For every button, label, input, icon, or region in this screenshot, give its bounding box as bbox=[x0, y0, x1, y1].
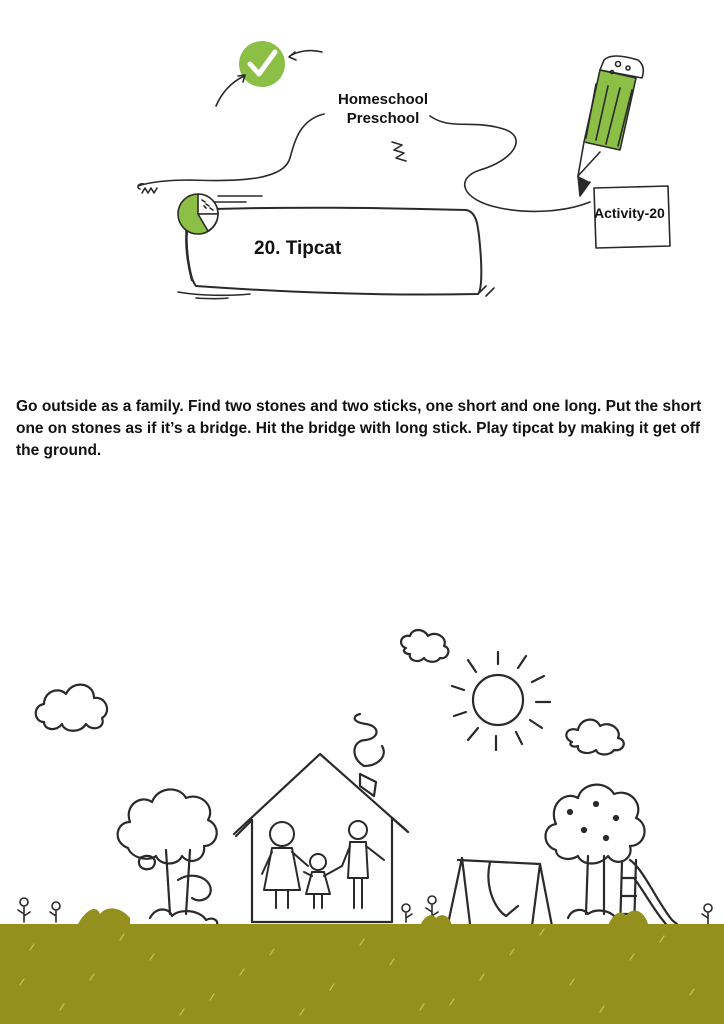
bushes bbox=[78, 908, 648, 926]
activity-label: Activity-20 bbox=[594, 205, 665, 221]
brand-line-1: Homeschool bbox=[337, 91, 428, 108]
cloud-right bbox=[566, 720, 623, 755]
swing-icon bbox=[448, 858, 552, 926]
checkmark-icon bbox=[239, 41, 285, 87]
family-icon bbox=[262, 821, 384, 908]
tree-right bbox=[546, 785, 645, 918]
activity-instructions: Go outside as a family. Find two stones and two sticks, one short and one long. Put the short one on stones as if it’s a bridge. Hit the bridge with long stick. Play tipcat by making it get off the ground. bbox=[16, 398, 702, 459]
tree-left bbox=[118, 789, 218, 926]
header-doodles bbox=[138, 41, 670, 299]
bottom-scene bbox=[18, 630, 712, 936]
grass-ground bbox=[0, 924, 724, 1024]
pie-chart-icon bbox=[178, 194, 218, 234]
brand-name bbox=[318, 90, 448, 128]
brand-line-2: Preschool bbox=[346, 110, 420, 127]
cloud-left bbox=[36, 685, 107, 731]
cloud-top bbox=[401, 630, 448, 662]
house-icon bbox=[234, 714, 408, 922]
activity-title: 20. Tipcat bbox=[254, 238, 342, 259]
sun-icon bbox=[452, 652, 550, 750]
pencil-icon bbox=[578, 56, 643, 196]
